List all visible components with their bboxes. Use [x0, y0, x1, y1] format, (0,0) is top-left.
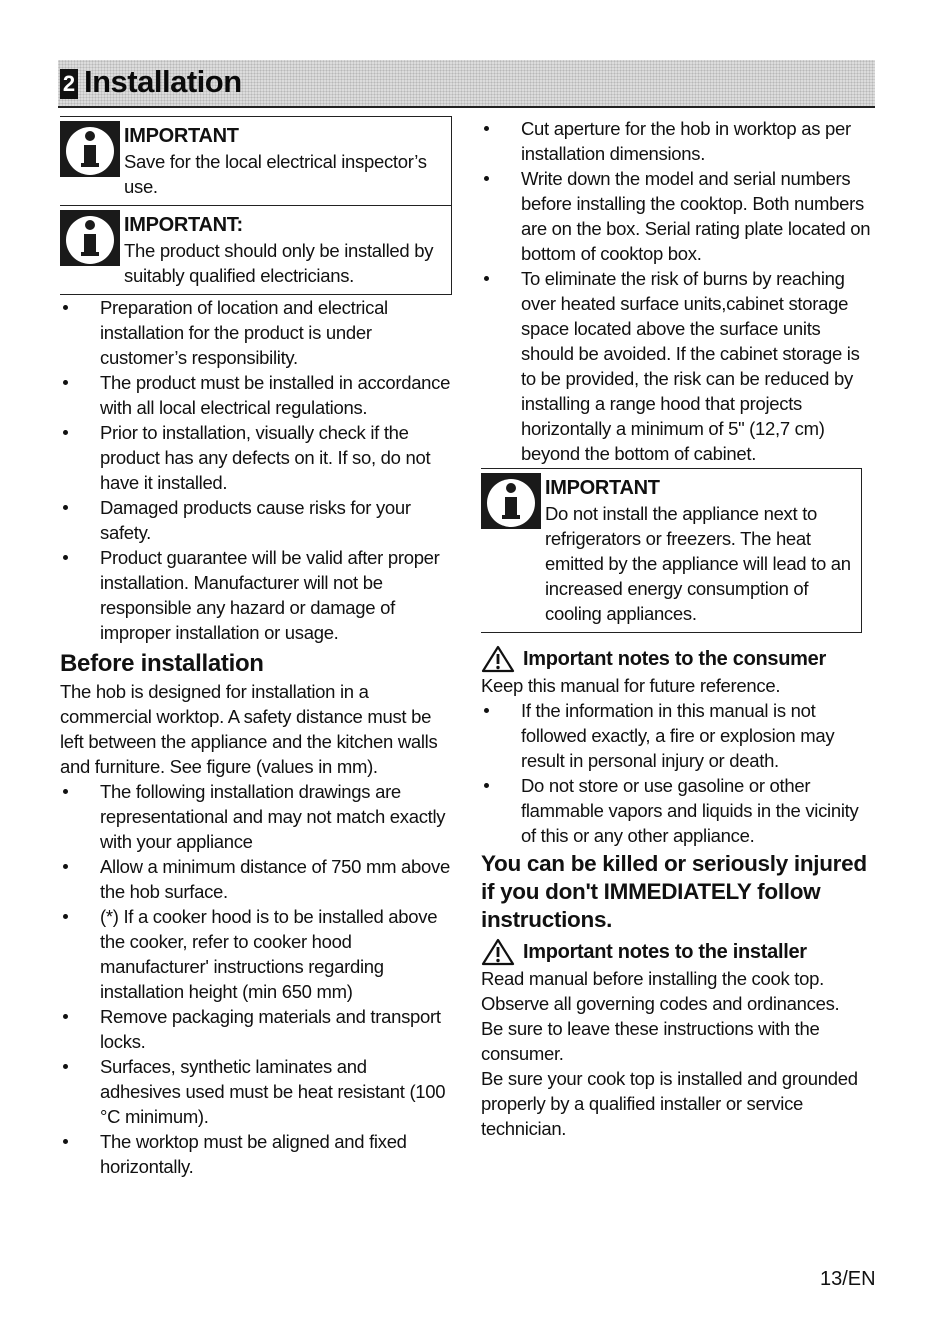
list-item: Allow a minimum distance of 750 mm above the hob surface. [60, 854, 452, 904]
left-column [60, 116, 452, 1179]
list-item: If the information in this manual is not followed exactly, a fire or explosion may result in personal injury or death. [481, 698, 876, 773]
important-box-electricians [60, 206, 452, 295]
consumer-notes-title: Important notes to the consumer [523, 648, 826, 670]
list-item: Write down the model and serial numbers before installing the cooktop. Both numbers are on the box. Serial rating plate located on bottom of cooktop box. [481, 166, 876, 266]
consumer-bullet-list [481, 698, 876, 848]
chapter-number: 2 [60, 69, 78, 99]
installer-paragraph: Be sure your cook top is installed and grounded properly by a qualified installer or service technician. [481, 1068, 858, 1139]
important-title: IMPORTANT [545, 477, 660, 499]
list-item: The worktop must be aligned and fixed horizontally. [60, 1129, 452, 1179]
consumer-notes-heading [481, 645, 876, 673]
installation-steps-bullet-list [481, 116, 876, 466]
list-item: Product guarantee will be valid after proper installation. Manufacturer will not be responsible any hazard or damage of improper installation or usage. [60, 545, 452, 645]
installer-paragraph: Be sure to leave these instructions with the consumer. [481, 1018, 820, 1064]
warning-triangle-icon [481, 938, 515, 966]
list-item: Prior to installation, visually check if the product has any defects on it. If so, do not have it installed. [60, 420, 452, 495]
list-item: Surfaces, synthetic laminates and adhesives used must be heat resistant (100 °C minimum). [60, 1054, 452, 1129]
info-icon [60, 121, 120, 177]
important-text: Save for the local electrical inspector’s use. [124, 151, 427, 197]
list-item: The product must be installed in accordance with all local electrical regulations. [60, 370, 452, 420]
consumer-intro: Keep this manual for future reference. [481, 675, 781, 696]
serious-injury-warning: You can be killed or seriously injured if you don't IMMEDIATELY follow instructions. [481, 851, 867, 932]
info-icon [60, 210, 120, 266]
page-number: 13/EN [820, 1268, 876, 1290]
installer-paragraph: Observe all governing codes and ordinances. [481, 993, 840, 1014]
info-icon [481, 473, 541, 529]
right-column [481, 116, 876, 1141]
installer-notes-title: Important notes to the installer [523, 941, 807, 963]
important-text: Do not install the appliance next to refrigerators or freezers. The heat emitted by the appliance will lead to an increased energy consumption of cooling appliances. [545, 503, 851, 624]
before-installation-paragraph: The hob is designed for installation in a commercial worktop. A safety distance must be left between the appliance and the kitchen walls and furniture. See figure (values in mm). [60, 681, 438, 777]
important-title: IMPORTANT [124, 125, 239, 147]
before-installation-bullet-list [60, 779, 452, 1179]
warning-triangle-icon [481, 645, 515, 673]
important-box-inspector [60, 116, 452, 206]
list-item: The following installation drawings are representational and may not match exactly with your appliance [60, 779, 452, 854]
list-item: Remove packaging materials and transport locks. [60, 1004, 452, 1054]
list-item: Preparation of location and electrical installation for the product is under customer’s responsibility. [60, 295, 452, 370]
list-item: To eliminate the risk of burns by reaching over heated surface units,cabinet storage space located above the surface units should be avoided. If the cabinet storage is to be provided, the risk can be reduced by installing a range hood that projects horizontally a minimum of 5" (12,7 cm) beyond the bottom of cabinet. [481, 266, 876, 466]
important-title: IMPORTANT: [124, 214, 243, 236]
chapter-header [58, 60, 875, 108]
important-box-refrigerators [481, 468, 862, 633]
list-item: Do not store or use gasoline or other flammable vapors and liquids in the vicinity of this or any other appliance. [481, 773, 876, 848]
chapter-title: Installation [84, 64, 242, 99]
list-item: Cut aperture for the hob in worktop as per installation dimensions. [481, 116, 876, 166]
preparation-bullet-list [60, 295, 452, 645]
installer-paragraph: Read manual before installing the cook top. [481, 968, 824, 989]
list-item: Damaged products cause risks for your safety. [60, 495, 452, 545]
before-installation-heading: Before installation [60, 650, 264, 677]
installer-notes-heading [481, 938, 876, 966]
list-item: (*) If a cooker hood is to be installed above the cooker, refer to cooker hood manufacturer' instructions regarding installation height (min 650 mm) [60, 904, 452, 1004]
important-text: The product should only be installed by suitably qualified electricians. [124, 240, 434, 286]
